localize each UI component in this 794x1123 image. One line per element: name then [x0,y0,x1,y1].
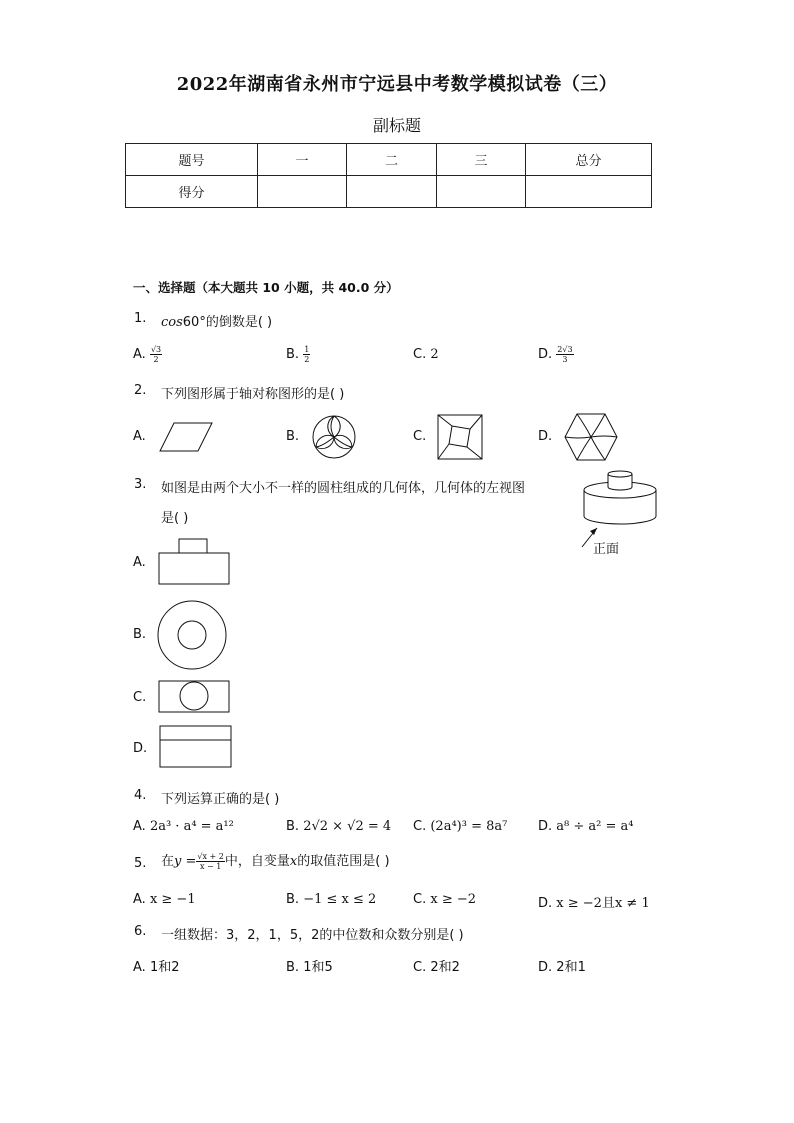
option-expr: 1和5 [303,960,333,975]
q4-option-d[interactable] [538,819,634,834]
q5-text-pre: 在 [161,854,175,869]
question-number: 2. [134,383,147,398]
question-4-text: 下列运算正确的是( ) [161,792,280,807]
option-label: D. [538,819,553,834]
option-label: A. [133,892,146,907]
option-label: C. [413,892,427,907]
q2-option-c-label: C. [413,429,427,444]
numerator: √3 [150,345,162,354]
left-view-c-figure[interactable] [158,680,232,714]
q3-option-a-label: A. [133,555,146,570]
q5-text-end: 的取值范围是( ) [297,854,390,869]
score-header-cell: 二 [347,144,437,176]
score-table-score-row [126,176,652,208]
score-header-cell: 题号 [126,144,258,176]
q5-var: x [289,854,298,869]
q6-option-a[interactable] [133,956,179,975]
question-6-text: 一组数据：3，2，1，5，2的中位数和众数分别是( ) [161,928,464,943]
denominator: 2 [304,355,310,364]
option-expr: 2和1 [556,960,586,975]
q4-option-a[interactable] [133,819,234,834]
option-label: B. [286,892,300,907]
question-3-text-line1: 如图是由两个大小不一样的圆柱组成的几何体，几何体的左视图 [161,481,526,496]
q4-option-b[interactable] [286,819,391,834]
numerator: 2√3 [557,345,573,354]
question-1-text [161,311,272,330]
option-label: A. [133,960,146,975]
option-label: D. [538,896,553,911]
score-header-cell: 总分 [526,144,652,176]
q2-option-d-label: D. [538,429,553,444]
option-label: B. [286,347,300,362]
q3-option-d-label: D. [133,741,148,756]
q5-option-c[interactable] [413,892,476,907]
left-view-d-figure[interactable] [159,725,233,769]
score-header-cell: 一 [258,144,347,176]
question-number: 1. [134,311,147,326]
q5-option-a[interactable] [133,892,196,907]
option-label: D. [538,960,553,975]
q3-option-b-label: B. [133,627,147,642]
q1-option-d[interactable] [538,345,574,364]
option-expr: a⁸ ÷ a² = a⁴ [556,819,634,834]
option-label: C. [413,347,427,362]
option-label: B. [286,960,300,975]
option-expr: (2a⁴)³ = 8a⁷ [430,819,508,834]
score-cell[interactable] [437,176,526,208]
question-1-text-rest: 60°的倒数是( ) [182,315,273,330]
q4-option-c[interactable] [413,819,507,834]
option-value: 2 [430,347,439,362]
square-pinwheel-figure[interactable] [437,414,483,460]
score-table [125,143,652,208]
denominator: x − 1 [199,862,222,871]
fraction [150,345,162,364]
numerator: √x + 2 [197,852,224,861]
q2-option-b-label: B. [286,429,300,444]
fraction [196,852,225,871]
q6-option-d[interactable] [538,956,586,975]
option-expr: 2a³ · a⁴ = a¹² [149,819,234,834]
option-expr: −1 ≤ x ≤ 2 [303,892,377,907]
question-5-text [161,850,390,871]
numerator: 1 [304,345,310,354]
option-expr: 2和2 [430,960,460,975]
q3-option-c-label: C. [133,690,147,705]
option-label: C. [413,960,427,975]
question-number: 4. [134,788,147,803]
fraction [556,345,573,364]
question-number: 5. [134,856,147,871]
question-3-text-line2: 是( ) [161,511,189,526]
q1-option-c[interactable] [413,347,439,362]
page-title: 2022年湖南省永州市宁远县中考数学模拟试卷（三） [176,74,618,95]
score-table-header-row [126,144,652,176]
page-subtitle: 副标题 [372,116,421,135]
score-cell[interactable] [258,176,347,208]
question-number: 3. [134,477,147,492]
cylinder-solid-figure [580,470,660,552]
q1-option-a[interactable] [133,345,162,364]
option-label: A. [133,819,146,834]
q2-option-a-label: A. [133,429,146,444]
q6-option-b[interactable] [286,956,333,975]
option-label: B. [286,819,300,834]
q5-text-post: 中，自变量 [224,854,290,869]
left-view-b-figure[interactable] [157,600,229,672]
front-view-label: 正面 [593,542,620,557]
option-label: D. [538,347,553,362]
option-expr: x ≥ −2 [430,892,477,907]
fraction [303,345,310,364]
left-view-a-figure[interactable] [158,538,232,586]
option-expr: 1和2 [149,960,180,975]
option-label: A. [133,347,146,362]
hexagon-pinwheel-figure[interactable] [564,413,618,461]
q5-y-eq: y = [174,854,197,869]
parallelogram-figure[interactable] [158,421,214,453]
q5-option-d[interactable] [538,892,650,911]
cos-text: cos [161,315,183,330]
score-row-label: 得分 [126,176,258,208]
score-cell[interactable] [526,176,652,208]
question-number: 6. [134,924,147,939]
option-expr: 2√2 × √2 = 4 [303,819,392,834]
denominator: 3 [562,355,568,364]
score-header-cell: 三 [437,144,526,176]
option-expr: x ≥ −1 [149,892,196,907]
q5-option-b[interactable] [286,892,376,907]
q6-option-c[interactable] [413,956,460,975]
q1-option-b[interactable] [286,345,310,364]
score-cell[interactable] [347,176,437,208]
option-label: C. [413,819,427,834]
denominator: 2 [153,355,159,364]
circle-three-arcs-figure[interactable] [311,414,357,460]
question-2-text: 下列图形属于轴对称图形的是( ) [161,387,345,402]
section-heading: 一、选择题（本大题共 10 小题，共 40.0 分） [133,280,399,295]
option-expr: x ≥ −2且x ≠ 1 [556,896,650,911]
